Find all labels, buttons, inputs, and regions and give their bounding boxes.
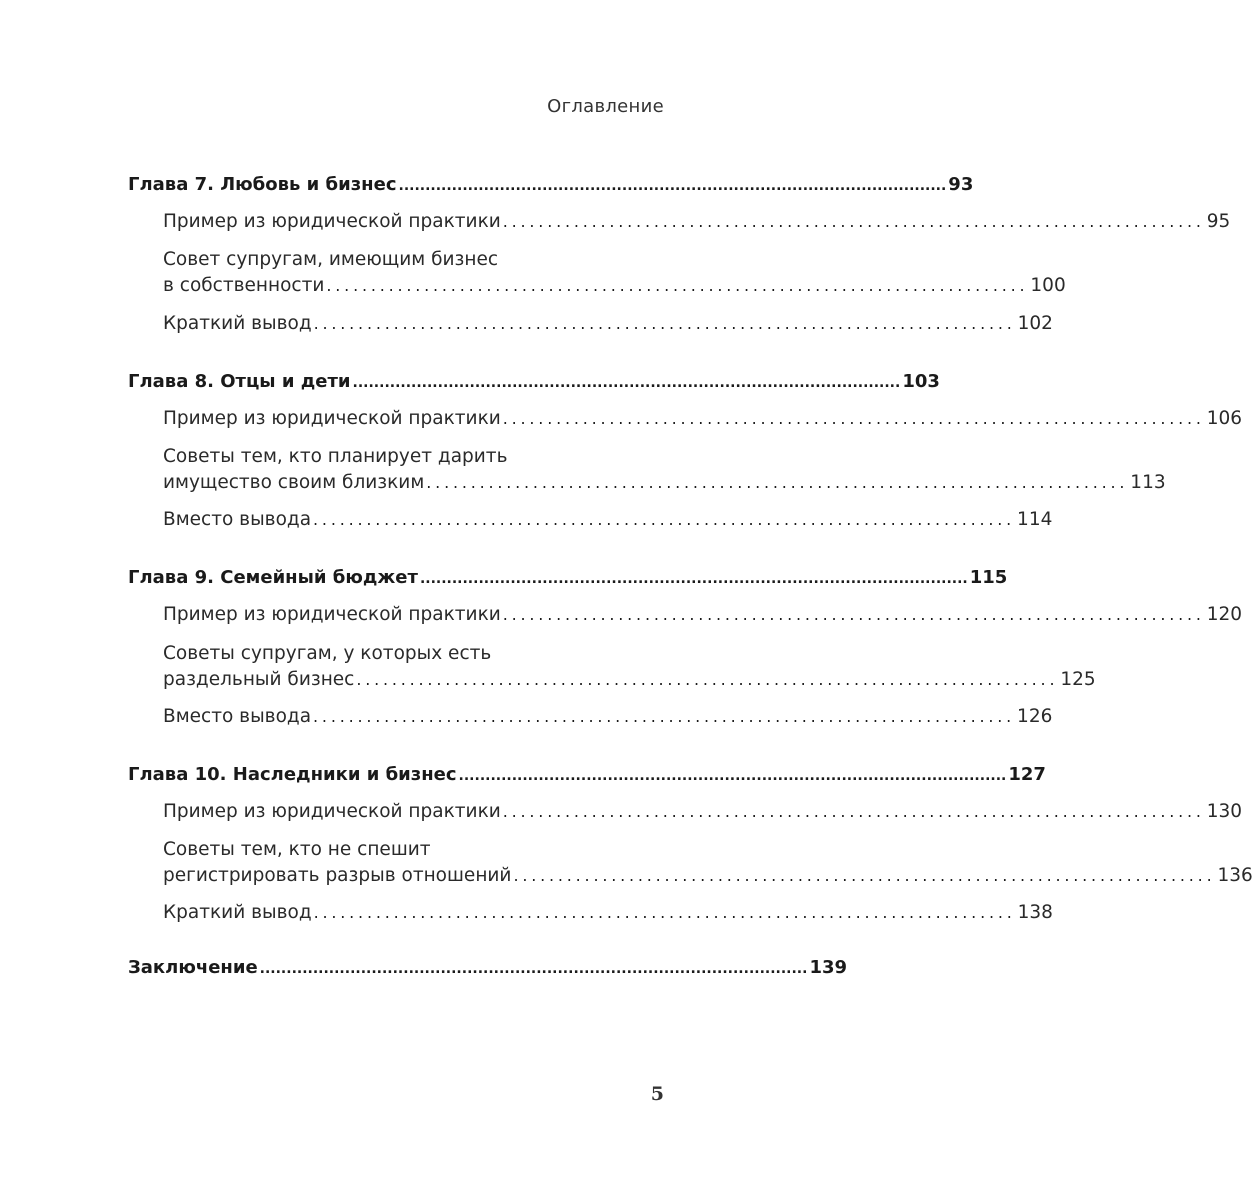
dot-leader: ....................................................................................................... bbox=[352, 375, 901, 391]
page-number: 139 bbox=[809, 957, 848, 978]
chapter-title: Глава 10. Наследники и бизнес bbox=[128, 764, 457, 785]
dot-leader: ............................................................................... bbox=[426, 473, 1129, 492]
section-title: Пример из юридической практики bbox=[163, 408, 501, 429]
section-title: Краткий вывод bbox=[163, 313, 312, 334]
section-title: раздельный бизнес bbox=[163, 669, 355, 690]
page-number: 93 bbox=[948, 174, 974, 195]
toc-section[interactable] bbox=[163, 247, 1066, 299]
section-title-line-1: Совет супругам, имеющим бизнес bbox=[163, 249, 498, 270]
page-number: 138 bbox=[1017, 902, 1053, 923]
page-number: 103 bbox=[902, 371, 940, 392]
page-number: 114 bbox=[1017, 509, 1053, 530]
page-folio: 5 bbox=[650, 1083, 664, 1105]
page-number: 95 bbox=[1206, 211, 1231, 232]
toc-section[interactable] bbox=[163, 444, 1166, 496]
dot-leader: ............................................................................... bbox=[502, 605, 1205, 624]
toc-section[interactable] bbox=[163, 799, 1243, 825]
page-number: 127 bbox=[1008, 764, 1046, 785]
toc-chapter-8[interactable] bbox=[128, 369, 940, 395]
page-number: 125 bbox=[1060, 669, 1096, 690]
dot-leader: ............................................................................... bbox=[313, 903, 1016, 922]
dot-leader: ....................................................................................................... bbox=[419, 571, 968, 587]
dot-leader: ....................................................................................................... bbox=[458, 768, 1007, 784]
dot-leader: ............................................................................... bbox=[313, 510, 1016, 529]
page-number: 136 bbox=[1217, 865, 1253, 886]
section-title: Вместо вывода bbox=[163, 509, 312, 530]
toc-section[interactable] bbox=[163, 209, 1231, 235]
toc-chapter-10[interactable] bbox=[128, 762, 1046, 788]
dot-leader: ............................................................................... bbox=[502, 802, 1205, 821]
page-number: 120 bbox=[1206, 604, 1243, 625]
toc-chapter-7[interactable] bbox=[128, 172, 974, 198]
section-title: Пример из юридической практики bbox=[163, 801, 501, 822]
dot-leader: ............................................................................... bbox=[326, 276, 1029, 295]
dot-leader: ............................................................................... bbox=[502, 212, 1205, 231]
section-title: в собственности bbox=[163, 275, 325, 296]
chapter-title: Глава 7. Любовь и бизнес bbox=[128, 174, 397, 195]
section-title-line-1: Советы тем, кто планирует дарить bbox=[163, 446, 508, 467]
toc-chapter-9[interactable] bbox=[128, 565, 1008, 591]
page-number: 106 bbox=[1206, 408, 1243, 429]
toc-section[interactable] bbox=[163, 837, 1253, 889]
toc-section[interactable] bbox=[163, 406, 1243, 432]
page-number: 126 bbox=[1017, 706, 1053, 727]
page-number: 100 bbox=[1030, 275, 1066, 296]
page-number: 102 bbox=[1017, 313, 1053, 334]
section-title-line-1: Советы супругам, у которых есть bbox=[163, 643, 492, 664]
section-title-line-1: Советы тем, кто не спешит bbox=[163, 839, 431, 860]
chapter-title: Глава 8. Отцы и дети bbox=[128, 371, 351, 392]
section-title: Вместо вывода bbox=[163, 706, 312, 727]
page-number: 130 bbox=[1206, 801, 1243, 822]
page-number: 115 bbox=[969, 567, 1008, 588]
section-title: регистрировать разрыв отношений bbox=[163, 865, 512, 886]
section-title: имущество своим близким bbox=[163, 472, 425, 493]
dot-leader: ............................................................................... bbox=[356, 670, 1059, 689]
toc-section[interactable] bbox=[163, 641, 1096, 693]
section-title: Краткий вывод bbox=[163, 902, 312, 923]
toc-section[interactable] bbox=[163, 507, 1053, 533]
toc-section[interactable] bbox=[163, 311, 1053, 337]
toc-section[interactable] bbox=[163, 704, 1053, 730]
dot-leader: ....................................................................................................... bbox=[398, 178, 947, 194]
section-title: Пример из юридической практики bbox=[163, 211, 501, 232]
chapter-title: Глава 9. Семейный бюджет bbox=[128, 567, 418, 588]
dot-leader: ............................................................................... bbox=[313, 707, 1016, 726]
page-number: 113 bbox=[1130, 472, 1166, 493]
toc-section[interactable] bbox=[163, 900, 1053, 926]
dot-leader: ............................................................................... bbox=[313, 314, 1016, 333]
running-head: Оглавление bbox=[547, 96, 664, 117]
section-title: Пример из юридической практики bbox=[163, 604, 501, 625]
dot-leader: ............................................................................... bbox=[513, 866, 1216, 885]
toc-conclusion[interactable] bbox=[128, 955, 848, 981]
dot-leader: ....................................................................................................... bbox=[259, 961, 808, 977]
toc-section[interactable] bbox=[163, 602, 1243, 628]
dot-leader: ............................................................................... bbox=[502, 409, 1205, 428]
chapter-title: Заключение bbox=[128, 957, 258, 978]
